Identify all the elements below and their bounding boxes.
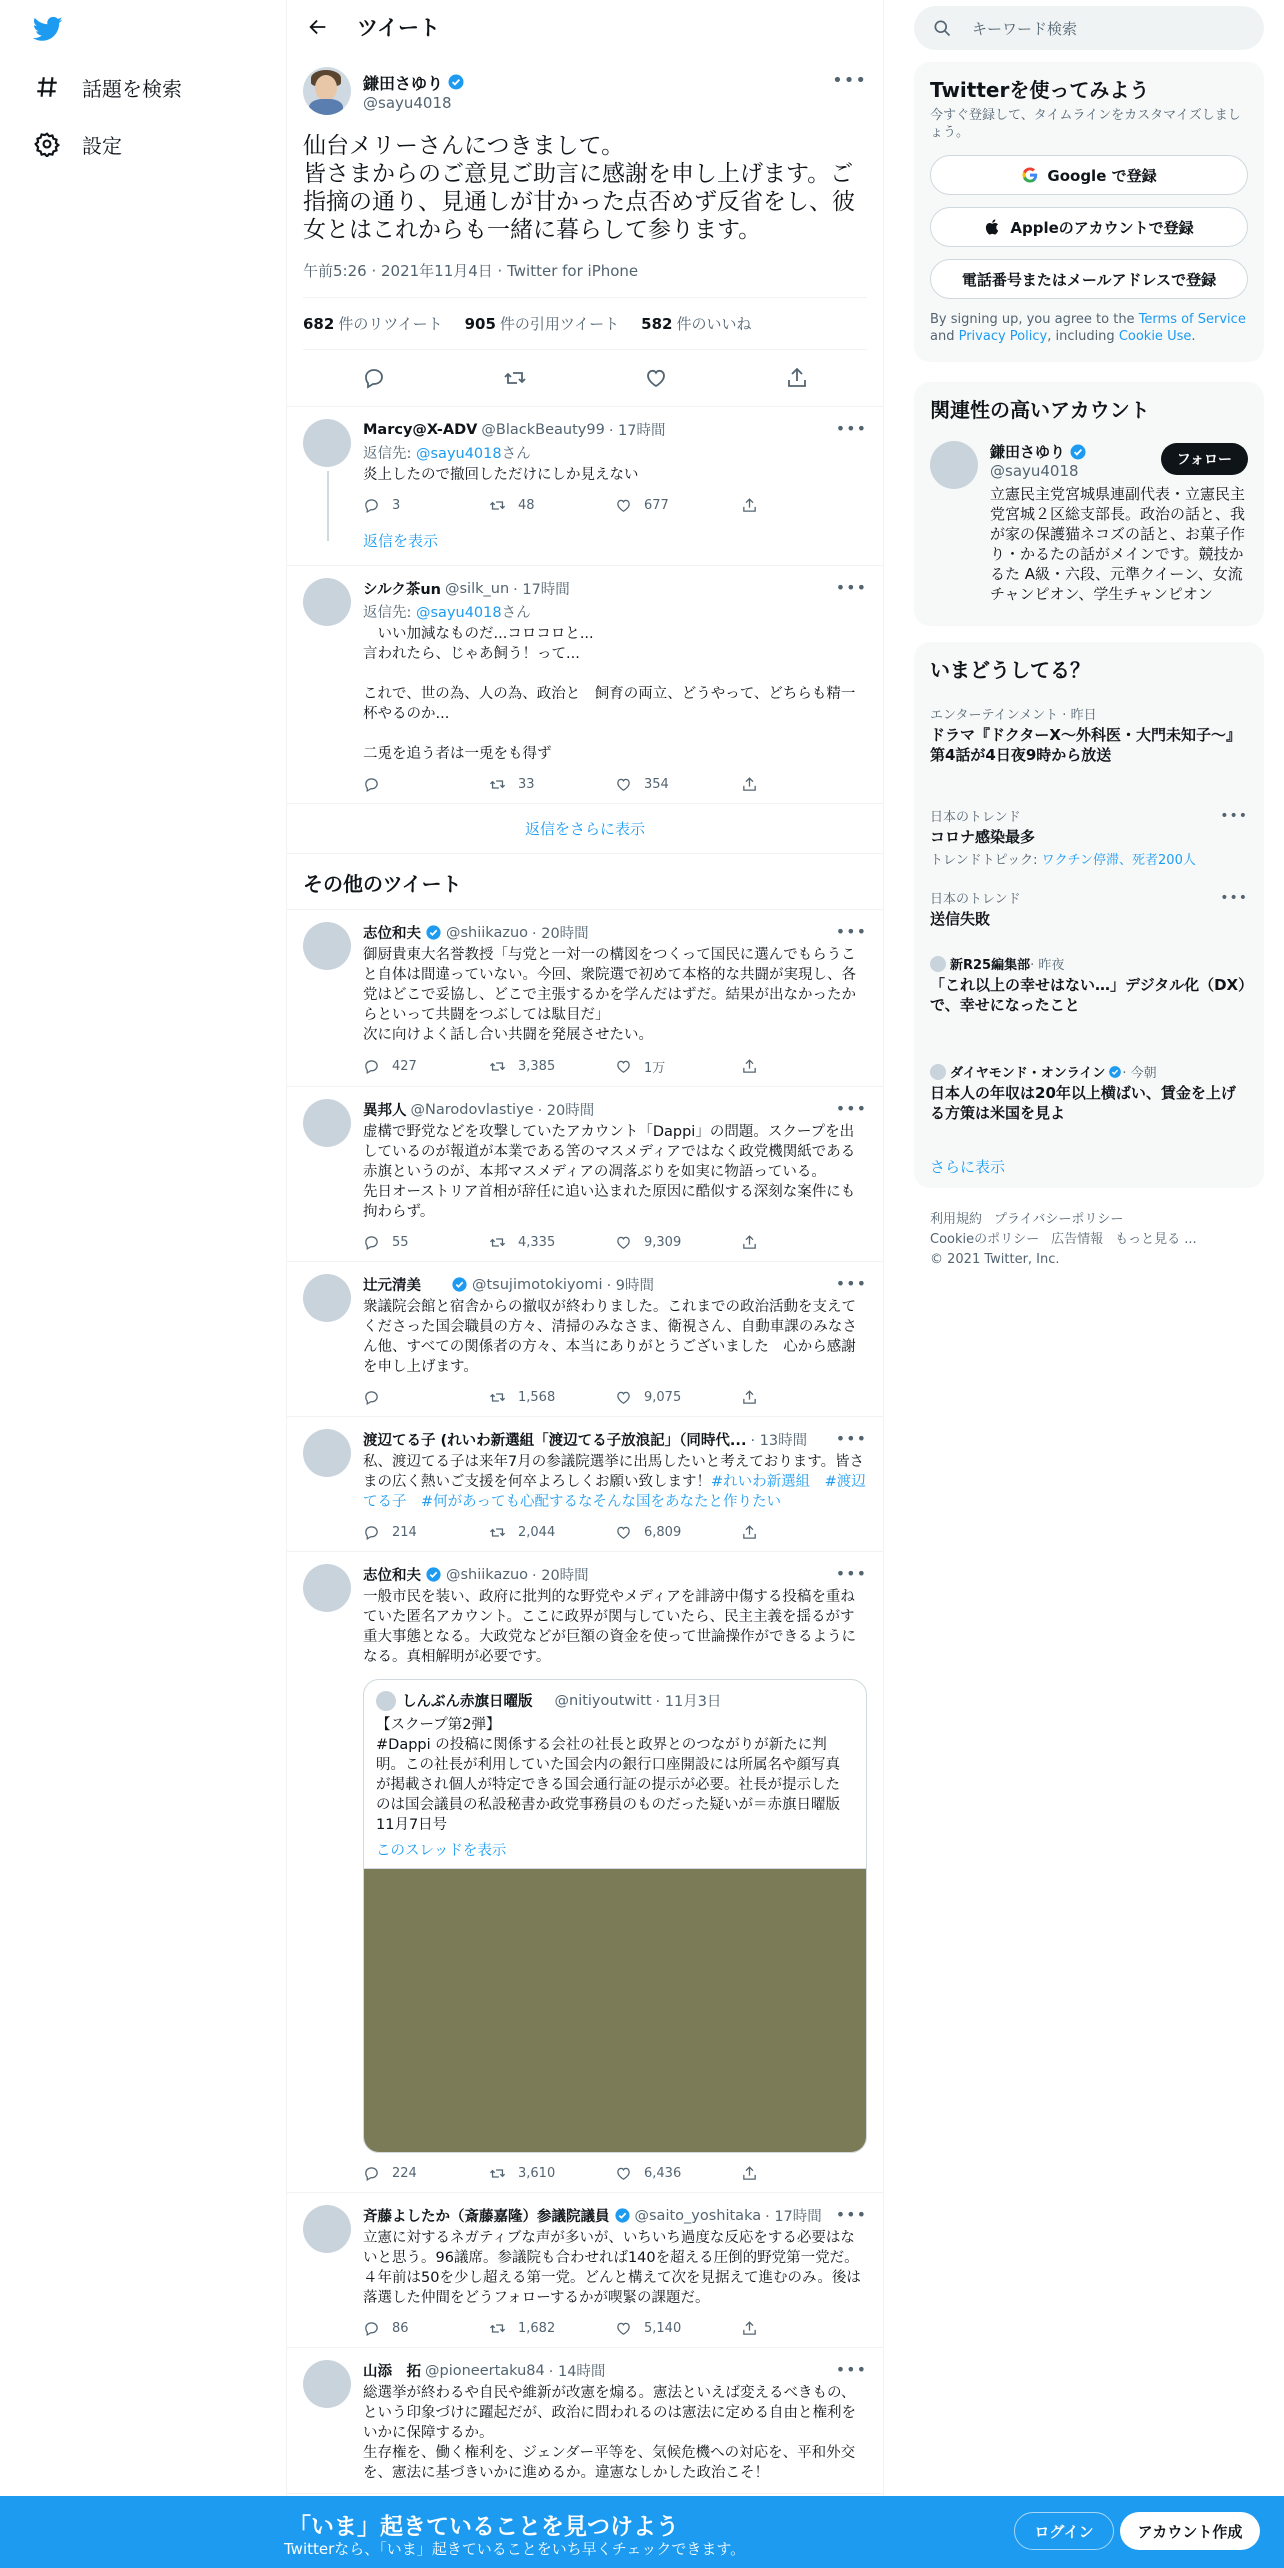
section-title: その他のツイート bbox=[287, 854, 883, 910]
trend-meta: エンターテインメント · 昨日 bbox=[930, 708, 1097, 723]
retweet-button[interactable]: 4,335 bbox=[489, 1234, 615, 1251]
trend-item[interactable] bbox=[930, 888, 1248, 929]
google-signup-label: Google で登録 bbox=[1047, 166, 1157, 185]
tweet-text: 総選挙が終わるや自民や維新が改憲を煽る。憲法といえば変えるべきもの、という印象づけに躍起だが、政治に問われるのは憲法に定める自由と権利をいかに保障するか。 生存権を、働く権利を、ジェンダー平等を、気候危機への対応を、平和外交を、憲法に基づきいかに進めるか。違憲なしかした政治こそ！ bbox=[363, 2385, 856, 2481]
share-icon bbox=[741, 497, 758, 514]
avatar[interactable] bbox=[303, 1099, 351, 1147]
signup-button[interactable]: アカウント作成 bbox=[1120, 2512, 1260, 2550]
author-name[interactable]: 志位和夫 bbox=[363, 926, 421, 942]
share-icon bbox=[741, 2165, 758, 2182]
other-tweet[interactable] bbox=[287, 1262, 883, 1417]
twitter-logo-icon[interactable] bbox=[32, 14, 64, 44]
tweet-time[interactable]: · 14時間 bbox=[548, 2364, 606, 2380]
verified-badge-icon bbox=[1069, 443, 1087, 461]
reply-to: 返信先: @sayu4018さん bbox=[363, 446, 531, 462]
trend-item[interactable] bbox=[930, 954, 1248, 1015]
search-icon bbox=[932, 18, 952, 38]
quote-image[interactable] bbox=[364, 1868, 866, 2152]
share-button[interactable] bbox=[741, 1234, 867, 1251]
quote-time: · 11月3日 bbox=[655, 1694, 722, 1710]
tweet-actions bbox=[363, 497, 867, 514]
avatar[interactable] bbox=[303, 67, 351, 115]
google-icon bbox=[1021, 166, 1039, 184]
avatar[interactable] bbox=[303, 419, 351, 467]
author-name[interactable]: 異邦人 bbox=[363, 1103, 407, 1119]
apple-signup-label: Appleのアカウントで登録 bbox=[1010, 218, 1194, 237]
share-button[interactable] bbox=[741, 2320, 867, 2337]
page-header bbox=[287, 0, 883, 54]
tweet-timestamp[interactable]: 午前5:26 · 2021年11月4日 · Twitter for iPhone bbox=[303, 260, 867, 298]
footer bbox=[930, 1210, 1250, 1270]
trend-topic: 日本人の年収は20年以上横ばい、賃金を上げる方策は米国を見よ bbox=[930, 1084, 1236, 1122]
tweet-text: 衆議院会館と宿舎からの撤収が終わりました。これまでの政治活動を支えてくださった国会職員の方々、清掃のみなさま、衛視さん、自動車課のみなさん他、すべての関係者の方々、本当にありがとうございました 心から感謝を申し上げます。 bbox=[363, 1299, 857, 1375]
back-button[interactable] bbox=[303, 12, 333, 42]
more-icon[interactable]: ••• bbox=[830, 578, 867, 597]
like-button[interactable]: 6,436 bbox=[615, 2165, 741, 2182]
more-icon[interactable]: ••• bbox=[1220, 890, 1248, 906]
like-icon bbox=[615, 1058, 632, 1075]
trend-topic: コロナ感染最多 bbox=[930, 828, 1036, 846]
trend-meta: 新R25編集部 · 昨夜 bbox=[930, 954, 1248, 973]
reply-icon[interactable] bbox=[362, 366, 386, 390]
gear-icon bbox=[34, 131, 60, 157]
retweet-icon bbox=[489, 1058, 506, 1075]
retweet-icon bbox=[489, 2165, 506, 2182]
verified-badge-icon bbox=[614, 2207, 631, 2224]
related-handle[interactable]: @sayu4018 bbox=[990, 462, 1079, 480]
phone-signup-button[interactable] bbox=[930, 259, 1248, 299]
tweet-time[interactable]: · 20時間 bbox=[532, 1568, 589, 1584]
signup-banner bbox=[0, 2496, 1284, 2568]
author-handle[interactable]: @shiikazuo bbox=[446, 924, 529, 941]
retweet-icon bbox=[489, 1234, 506, 1251]
like-button[interactable]: 677 bbox=[615, 497, 741, 514]
reply-tweet[interactable] bbox=[287, 566, 883, 804]
more-replies-link[interactable]: 返信をさらに表示 bbox=[287, 804, 883, 854]
share-icon bbox=[741, 1234, 758, 1251]
more-icon[interactable]: ••• bbox=[830, 1099, 867, 1118]
like-icon bbox=[615, 776, 632, 793]
quote-count-link[interactable]: 905 件の引用ツイート bbox=[464, 315, 620, 333]
author-name[interactable]: 山添 拓 bbox=[363, 2364, 421, 2380]
follow-button[interactable]: フォロー bbox=[1161, 443, 1248, 475]
author-name[interactable]: 斉藤よしたか（斎藤嘉隆）参議院議員 bbox=[363, 2209, 610, 2225]
more-icon[interactable]: ••• bbox=[832, 70, 867, 91]
reply-to: 返信先: @sayu4018さん bbox=[363, 605, 531, 621]
other-tweet[interactable] bbox=[287, 2193, 883, 2348]
more-icon[interactable]: ••• bbox=[830, 922, 867, 941]
tweet-actions bbox=[363, 2320, 867, 2337]
author-handle[interactable]: @Narodovlastiye bbox=[410, 1101, 534, 1118]
tweet-text: 御厨貴東大名誉教授「与党と一対一の構図をつくって国民に選んでもらうこと自体は間違っていない。今回、衆院選で初めて本格的な共闘が実現し、各党はどこで妥協し、どこで主張するかを学んだはずだ。結果が出なかったからといって共闘をつぶしては駄目だ」 次に向けよく話し合い共闘を発展させたい。 bbox=[363, 947, 856, 1043]
author-handle[interactable]: @sayu4018 bbox=[363, 93, 452, 112]
footer-link[interactable]: Cookieのポリシー bbox=[930, 1232, 1040, 1247]
reply-button[interactable]: 55 bbox=[363, 1234, 489, 1251]
reply-icon bbox=[363, 1389, 380, 1406]
retweet-button[interactable]: 33 bbox=[489, 776, 615, 793]
share-icon bbox=[741, 1389, 758, 1406]
related-name[interactable]: 鎌田さゆり bbox=[990, 443, 1066, 461]
retweet-button[interactable]: 3,610 bbox=[489, 2165, 615, 2182]
trend-sub: トレンドトピック: ワクチン停滞、死者200人 bbox=[930, 853, 1196, 868]
trend-meta: ダイヤモンド・オンライン · 今朝 bbox=[930, 1062, 1248, 1081]
verified-badge-icon bbox=[425, 1566, 442, 1583]
reply-button[interactable]: 427 bbox=[363, 1058, 489, 1075]
like-icon bbox=[615, 1389, 632, 1406]
author-handle[interactable]: @BlackBeauty99 bbox=[481, 421, 605, 438]
tweet-text: 一般市民を装い、政府に批判的な野党やメディアを誹謗中傷する投稿を重ねていた匿名アカウント。ここに政界が関与していたら、民主主義を揺るがす重大事態となる。大政党などが巨額の資金を使って世論操作ができるようになる。真相解明が必要です。 bbox=[363, 1589, 856, 1665]
search-placeholder: キーワード検索 bbox=[972, 19, 1078, 38]
tweet-time[interactable]: · 9時間 bbox=[606, 1278, 655, 1294]
banner-title: 「いま」起きていることを見つけよう bbox=[288, 2514, 679, 2540]
like-icon bbox=[615, 497, 632, 514]
retweet-icon bbox=[489, 2320, 506, 2337]
other-tweet[interactable] bbox=[287, 910, 883, 1087]
like-button[interactable]: 354 bbox=[615, 776, 741, 793]
signup-subtitle: 今すぐ登録して、タイムラインをカスタマイズしましょう。 bbox=[930, 108, 1241, 140]
share-button[interactable] bbox=[741, 776, 867, 793]
share-icon bbox=[741, 1058, 758, 1075]
other-tweet[interactable] bbox=[287, 1417, 883, 1552]
tweet-text: 炎上したので撤回しただけにしか見えない bbox=[363, 467, 639, 483]
share-button[interactable] bbox=[741, 1524, 867, 1541]
author-name[interactable]: 辻元清美 bbox=[363, 1278, 421, 1294]
trend-topic: 送信失敗 bbox=[930, 910, 991, 928]
quoted-tweet[interactable] bbox=[363, 1679, 867, 2153]
reply-button[interactable]: 3 bbox=[363, 497, 489, 514]
more-icon[interactable]: ••• bbox=[830, 1429, 867, 1448]
verified-badge-icon bbox=[447, 73, 465, 91]
author-handle[interactable]: @shiikazuo bbox=[446, 1566, 529, 1583]
related-title: 関連性の高いアカウント bbox=[930, 398, 1150, 422]
tweet-time[interactable]: · 20時間 bbox=[532, 926, 589, 942]
share-button[interactable] bbox=[741, 1389, 867, 1406]
avatar[interactable] bbox=[303, 1274, 351, 1322]
author-name[interactable]: 志位和夫 bbox=[363, 1568, 421, 1584]
tweet-actions bbox=[363, 1057, 867, 1076]
thread-line bbox=[327, 471, 329, 541]
reply-icon bbox=[363, 2320, 380, 2337]
show-more-link[interactable]: さらに表示 bbox=[930, 1158, 1006, 1176]
more-icon[interactable]: ••• bbox=[1220, 808, 1248, 824]
share-button[interactable] bbox=[741, 1058, 867, 1075]
author-handle[interactable]: @silk_un bbox=[445, 580, 510, 597]
other-tweet[interactable] bbox=[287, 1087, 883, 1262]
tweet-text: いい加減なものだ...コロコロと... 言われたら、じゃあ飼う！って... これで、世の為、人の為、政治と 飼育の両立、どうやって、どちらも精一杯やるのか... 二兎を追う者は一兎をも得ず bbox=[363, 626, 856, 762]
google-signup-button[interactable] bbox=[930, 155, 1248, 195]
tweet-time[interactable]: · 13時間 bbox=[750, 1433, 808, 1449]
share-icon bbox=[741, 776, 758, 793]
avatar[interactable] bbox=[303, 1564, 351, 1612]
retweet-icon[interactable] bbox=[503, 366, 527, 390]
avatar[interactable] bbox=[303, 922, 351, 970]
more-icon[interactable]: ••• bbox=[830, 2360, 867, 2379]
reply-icon bbox=[363, 776, 380, 793]
reply-icon bbox=[363, 497, 380, 514]
avatar[interactable] bbox=[303, 2360, 351, 2408]
reply-button[interactable]: 224 bbox=[363, 2165, 489, 2182]
nav-settings[interactable] bbox=[34, 124, 122, 164]
trend-sub-links[interactable]: ワクチン停滞、死者200人 bbox=[1041, 853, 1196, 868]
footer-link[interactable]: もっと見る ... bbox=[1115, 1232, 1197, 1247]
author-name[interactable]: シルク茶un bbox=[363, 582, 441, 598]
avatar[interactable] bbox=[930, 441, 978, 489]
avatar[interactable] bbox=[303, 2205, 351, 2253]
trend-item[interactable] bbox=[930, 704, 1248, 765]
other-tweet[interactable] bbox=[287, 2348, 883, 2494]
trend-topic: 「これ以上の幸せはない…」デジタル化（DX）で、幸せになったこと bbox=[930, 976, 1246, 1014]
avatar bbox=[930, 956, 946, 972]
retweet-icon bbox=[489, 497, 506, 514]
trends-card bbox=[914, 642, 1264, 1188]
reply-button[interactable] bbox=[363, 776, 489, 793]
author-name[interactable]: 渡辺てる子 (れいわ新選組「渡辺てる子放浪記」（同時代... bbox=[363, 1433, 747, 1449]
like-button[interactable]: 9,309 bbox=[615, 1234, 741, 1251]
tweet-text: 私、渡辺てる子は来年7月の参議院選挙に出馬したいと考えております。皆さまの広く熱いご支援を何卒よろしくお願い致します！#れいわ新選組 #渡辺てる子 #何があっても心配するなそんな国をあなたと作りたい bbox=[363, 1454, 866, 1510]
trend-meta: 日本のトレンド bbox=[930, 892, 1021, 907]
reply-to-handle[interactable]: @sayu4018 bbox=[416, 446, 502, 462]
retweet-icon bbox=[489, 776, 506, 793]
banner-subtitle: Twitterなら、「いま」起きていることをいち早くチェックできます。 bbox=[284, 2540, 746, 2558]
avatar bbox=[930, 1064, 946, 1080]
reply-button[interactable] bbox=[363, 1389, 489, 1406]
like-icon[interactable] bbox=[644, 366, 668, 390]
quote-author-name: しんぶん赤旗日曜版 bbox=[402, 1694, 533, 1710]
like-button[interactable]: 5,140 bbox=[615, 2320, 741, 2337]
verified-badge-icon bbox=[425, 924, 442, 941]
page-title: ツイート bbox=[357, 16, 440, 40]
tweet-stats bbox=[303, 298, 867, 350]
phone-signup-label: 電話番号またはメールアドレスで登録 bbox=[961, 270, 1217, 289]
share-button[interactable] bbox=[741, 497, 867, 514]
hashtag-icon bbox=[34, 74, 60, 100]
like-icon bbox=[615, 1234, 632, 1251]
footer-link[interactable]: 広告情報 bbox=[1051, 1232, 1104, 1247]
login-button[interactable]: ログイン bbox=[1014, 2512, 1114, 2550]
tweet-time[interactable]: · 17時間 bbox=[608, 423, 666, 439]
trend-item[interactable] bbox=[930, 1062, 1248, 1123]
quote-text: 【スクープ第2弾】 #Dappi の投稿に関係する会社の社長と政界とのつながりが新たに判明。この社長が利用していた国会内の銀行口座開設には所属名や顔写真が掲載され個人が特定できる国会通行証の提示が必要。社長が提示したのは国会議員の私設秘書か政党事務員のものだった疑いが＝赤旗日曜版11月7日号 bbox=[376, 1717, 840, 1833]
trend-item[interactable] bbox=[930, 806, 1248, 868]
tweet-actions bbox=[363, 2165, 867, 2182]
author-handle[interactable]: @pioneertaku84 bbox=[425, 2362, 545, 2379]
tweet-actions bbox=[363, 1389, 867, 1406]
signup-card bbox=[914, 62, 1264, 362]
retweet-button[interactable]: 3,385 bbox=[489, 1058, 615, 1075]
main-column bbox=[286, 0, 884, 2568]
show-thread-link[interactable]: このスレッドを表示 bbox=[376, 1843, 507, 1859]
tweet-text: 立憲に対するネガティブな声が多いが、いちいち過度な反応をする必要はないと思う。96議席。参議院も合わせれば140を超える圧倒的野党第一党だ。４年前は50を少し超える第一党。どんと構えて次を見据えて進むのみ。後は落選した仲間をどうフォローするかが喫緊の課題だ。 bbox=[363, 2230, 861, 2306]
retweet-button[interactable]: 48 bbox=[489, 497, 615, 514]
tweet-text: 虚構で野党などを攻撃していたアカウント「Dappi」の問題。スクープを出しているのが報道が本業である筈のマスメディアではなく政党機関紙である赤旗というのが、本邦マスメディアの凋落ぶりを如実に物語っている。 先日オーストリア首相が辞任に追い込まれた原因に酷似する深刻な案件にも拘わらず。 bbox=[363, 1124, 856, 1220]
tweet-actions bbox=[303, 350, 867, 406]
quote-author-handle: @nitiyoutwitt bbox=[554, 1692, 652, 1709]
more-icon[interactable]: ••• bbox=[830, 419, 867, 438]
reply-tweet[interactable] bbox=[287, 407, 883, 566]
share-icon bbox=[741, 2320, 758, 2337]
like-count-link[interactable]: 582 件のいいね bbox=[641, 315, 752, 333]
search-input[interactable] bbox=[914, 6, 1264, 50]
privacy-link[interactable]: Privacy Policy bbox=[958, 329, 1048, 344]
apple-signup-button[interactable] bbox=[930, 207, 1248, 247]
reply-button[interactable]: 214 bbox=[363, 1524, 489, 1541]
main-tweet bbox=[287, 54, 883, 407]
tweet-time[interactable]: · 17時間 bbox=[513, 582, 570, 598]
reply-icon bbox=[363, 2165, 380, 2182]
author-handle[interactable]: @tsujimotokiyomi bbox=[472, 1276, 603, 1293]
like-button[interactable]: 6,809 bbox=[615, 1524, 741, 1541]
nav-explore[interactable] bbox=[34, 67, 182, 107]
verified-badge-icon bbox=[451, 1276, 468, 1293]
reply-icon bbox=[363, 1524, 380, 1541]
like-icon bbox=[615, 2165, 632, 2182]
tweet-text: 仙台メリーさんにつきまして。 皆さまからのご意見ご助言に感謝を申し上げます。ご指摘の通り、見通しが甘かった点否めず反省をし、彼女とはこれからも一緒に暮らして参ります。 bbox=[303, 133, 855, 243]
reply-icon bbox=[363, 1234, 380, 1251]
author-handle[interactable]: @saito_yoshitaka bbox=[634, 2207, 762, 2224]
related-account[interactable] bbox=[914, 429, 1264, 616]
tweet-actions bbox=[363, 776, 867, 793]
verified-badge-icon bbox=[1108, 1065, 1122, 1079]
like-icon bbox=[615, 1524, 632, 1541]
more-icon[interactable]: ••• bbox=[830, 1274, 867, 1293]
retweet-button[interactable]: 2,044 bbox=[489, 1524, 615, 1541]
more-icon[interactable]: ••• bbox=[830, 2205, 867, 2224]
trend-topic: ドラマ『ドクターX～外科医・大門未知子～』第4話が4日夜9時から放送 bbox=[930, 726, 1241, 764]
share-icon bbox=[741, 1524, 758, 1541]
other-tweet[interactable] bbox=[287, 1552, 883, 2193]
trend-meta: 日本のトレンド bbox=[930, 810, 1021, 825]
reply-to-handle[interactable]: @sayu4018 bbox=[416, 605, 502, 621]
reply-button[interactable]: 86 bbox=[363, 2320, 489, 2337]
author-name[interactable]: 鎌田さゆり bbox=[363, 73, 444, 93]
tos-link[interactable]: Terms of Service bbox=[1138, 312, 1246, 327]
share-icon[interactable] bbox=[785, 366, 809, 390]
footer-link[interactable]: 利用規約 bbox=[930, 1212, 983, 1227]
footer-link[interactable]: プライバシーポリシー bbox=[994, 1212, 1124, 1227]
apple-icon bbox=[984, 218, 1002, 236]
nav-settings-label: 設定 bbox=[82, 133, 122, 158]
nav-explore-label: 話題を検索 bbox=[82, 76, 182, 101]
left-nav bbox=[0, 0, 286, 2568]
retweet-icon bbox=[489, 1524, 506, 1541]
avatar bbox=[376, 1691, 396, 1711]
copyright: © 2021 Twitter, Inc. bbox=[930, 1252, 1060, 1267]
avatar[interactable] bbox=[303, 578, 351, 626]
like-button[interactable]: 9,075 bbox=[615, 1389, 741, 1406]
hashtag-links[interactable]: #れいわ新選組 #渡辺てる子 #何があっても心配するなそんな国をあなたと作りたい bbox=[363, 1474, 866, 1510]
tweet-actions bbox=[363, 1234, 867, 1251]
more-icon[interactable]: ••• bbox=[830, 1564, 867, 1583]
retweet-button[interactable]: 1,568 bbox=[489, 1389, 615, 1406]
right-sidebar bbox=[914, 0, 1264, 2568]
arrow-left-icon bbox=[307, 16, 329, 38]
like-icon bbox=[615, 2320, 632, 2337]
like-button[interactable]: 1万 bbox=[615, 1057, 741, 1076]
retweet-count-link[interactable]: 682 件のリツイート bbox=[303, 315, 443, 333]
retweet-icon bbox=[489, 1389, 506, 1406]
retweet-button[interactable]: 1,682 bbox=[489, 2320, 615, 2337]
trends-title: いまどうしてる？ bbox=[930, 658, 1090, 682]
author-name[interactable]: Marcy@X-ADV bbox=[363, 421, 478, 438]
legal-notice: By signing up, you agree to the Terms of Service and Privacy Policy, including Cookie Use. bbox=[930, 312, 1246, 344]
share-button[interactable] bbox=[741, 2165, 867, 2182]
cookie-link[interactable]: Cookie Use bbox=[1118, 329, 1192, 344]
reply-icon bbox=[363, 1058, 380, 1075]
tweet-actions bbox=[363, 1524, 867, 1541]
tweet-time[interactable]: · 17時間 bbox=[765, 2209, 822, 2225]
show-replies-link[interactable]: 返信を表示 bbox=[363, 532, 439, 550]
avatar[interactable] bbox=[303, 1429, 351, 1477]
tweet-time[interactable]: · 20時間 bbox=[537, 1103, 595, 1119]
signup-title: Twitterを使ってみよう bbox=[930, 78, 1150, 102]
related-accounts-card bbox=[914, 382, 1264, 626]
related-bio: 立憲民主党宮城県連副代表・立憲民主党宮城２区総支部長。政治の話と、我が家の保護猫ネコズの話と、お菓子作り・かるたの話がメインです。競技かるた A級・六段、元準クイーン、女流チャンピオン、学生チャンピオン bbox=[990, 485, 1246, 603]
